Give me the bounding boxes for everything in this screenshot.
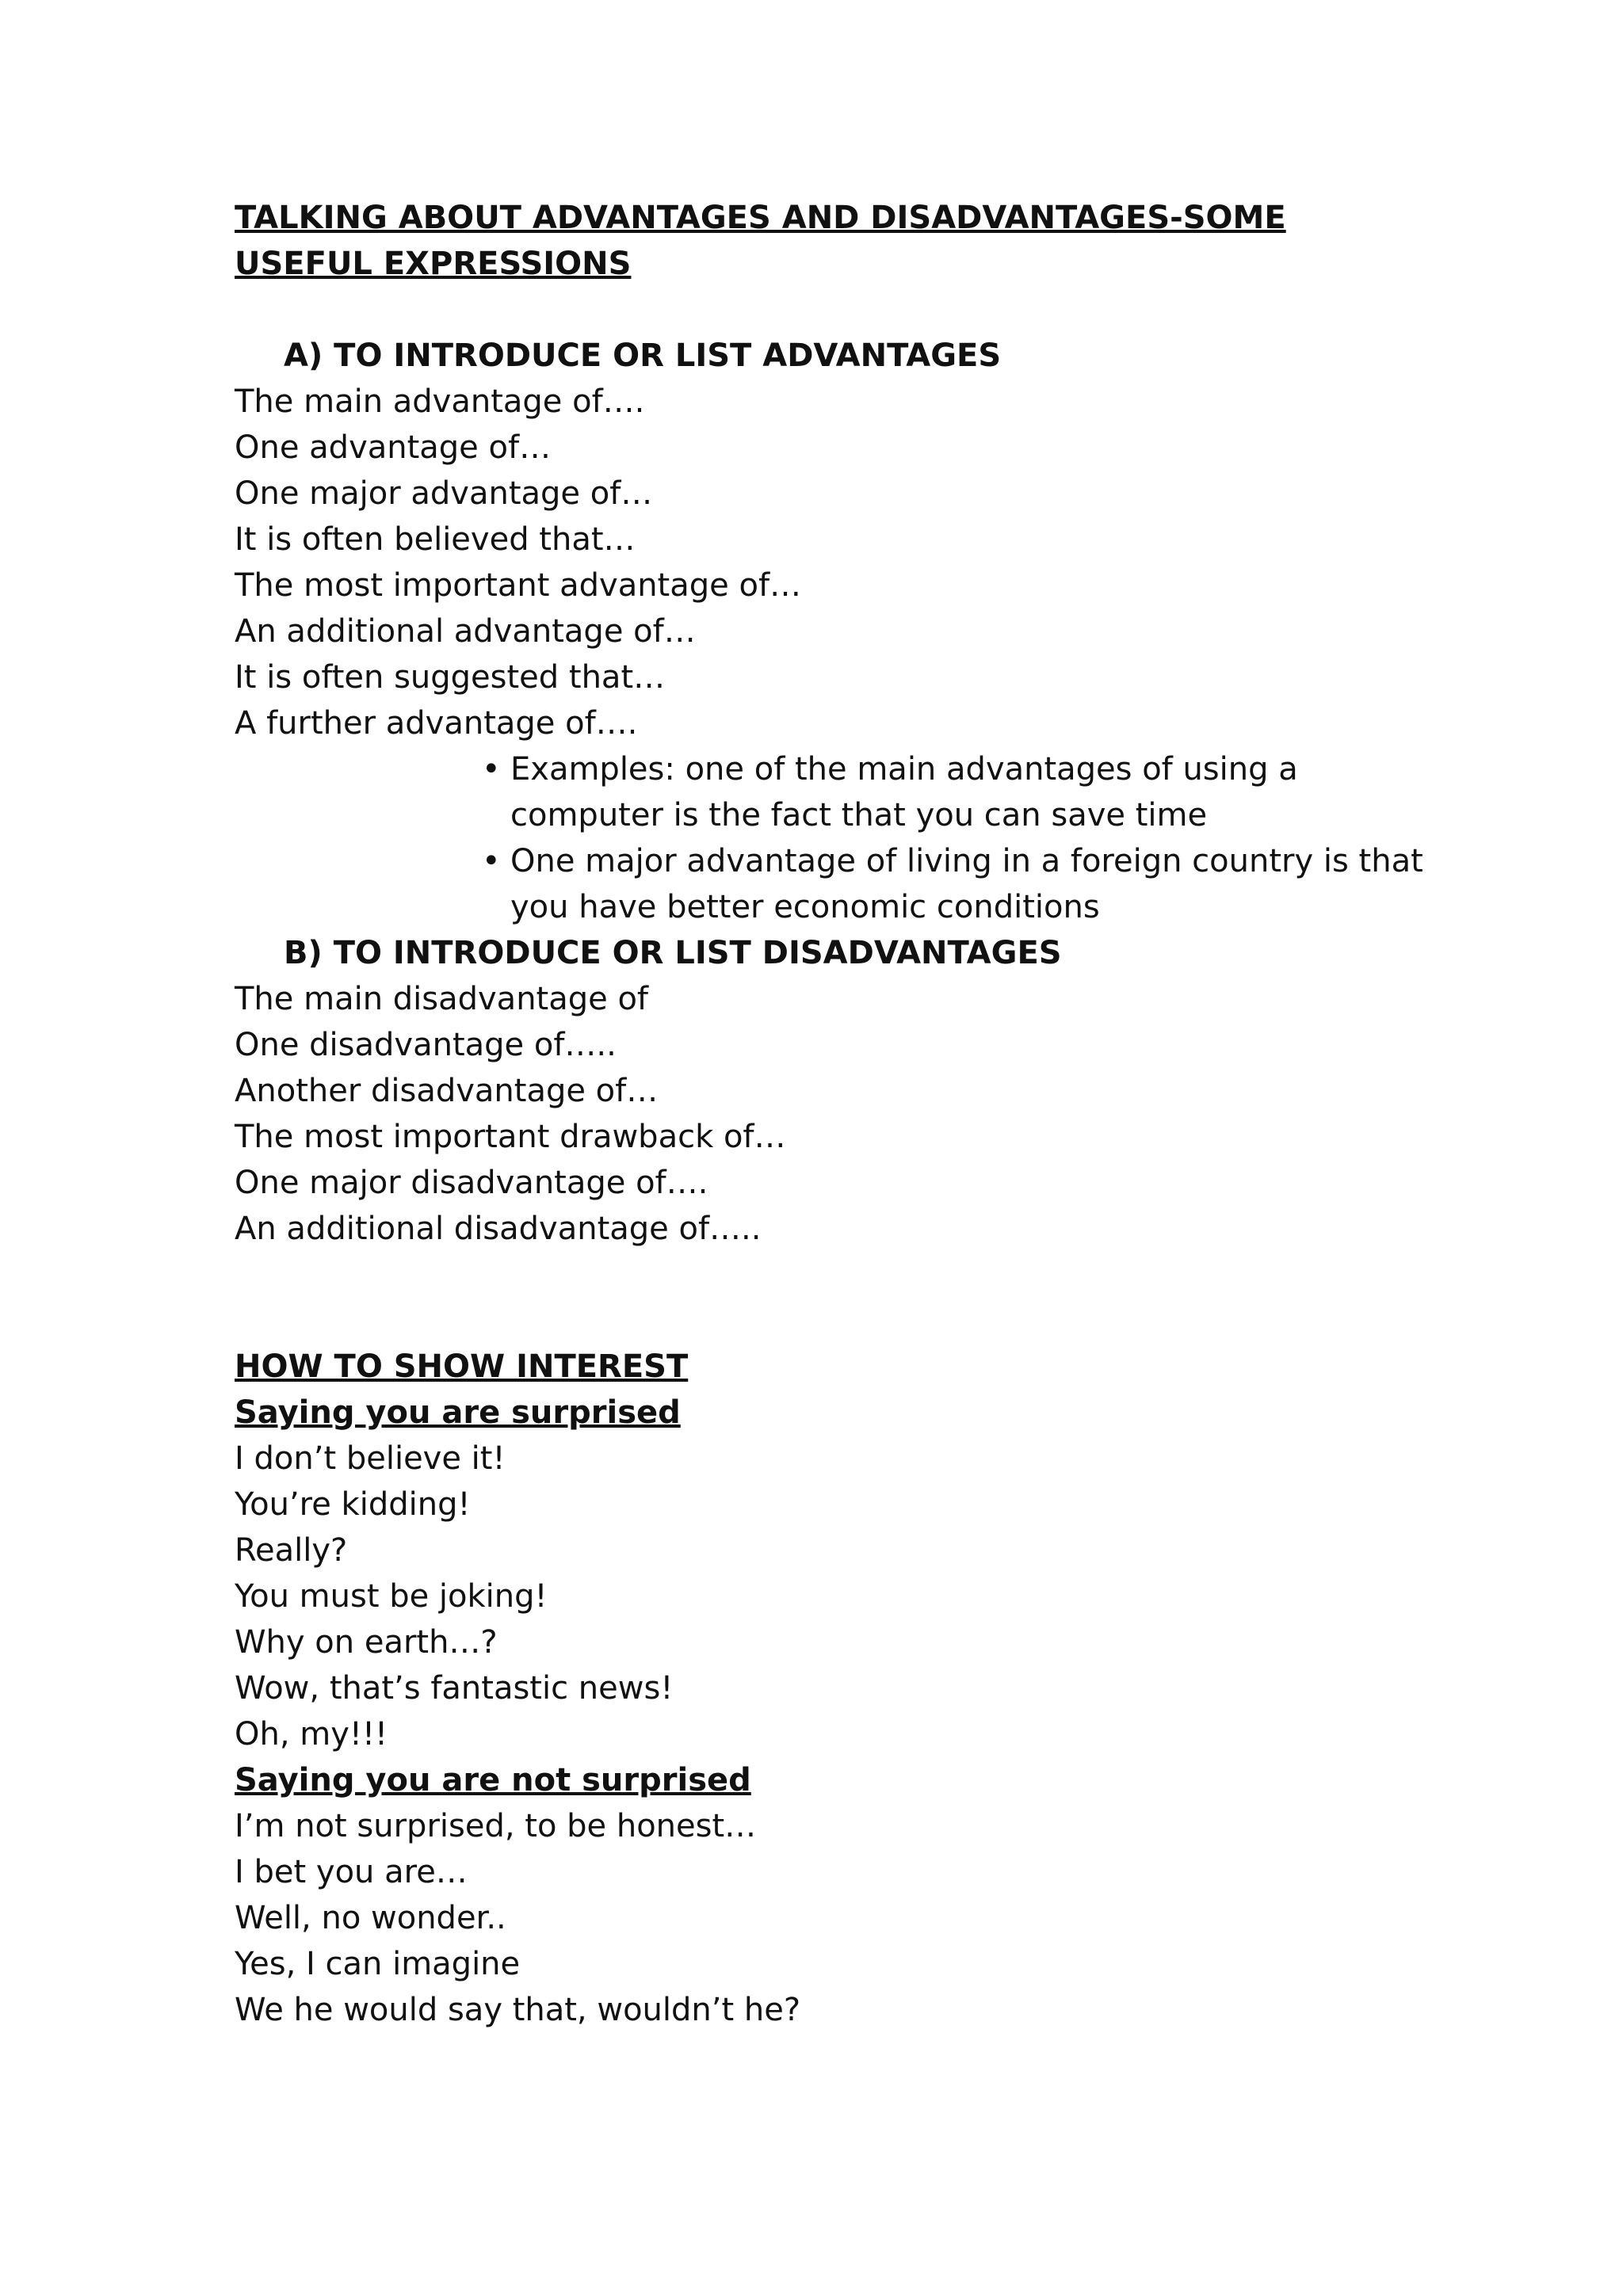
- list-item: I don’t believe it!: [235, 1440, 506, 1477]
- list-item: Another disadvantage of…: [235, 1073, 659, 1109]
- spacer: [235, 1252, 1423, 1344]
- list-item: You must be joking!: [235, 1578, 548, 1615]
- list-item: It is often believed that…: [235, 521, 636, 558]
- interest-title: HOW TO SHOW INTEREST: [235, 1348, 689, 1385]
- list-item: The most important drawback of…: [235, 1119, 786, 1155]
- list-item: Wow, that’s fantastic news!: [235, 1670, 674, 1707]
- list-item: It is often suggested that…: [235, 659, 666, 696]
- document-page: [235, 195, 1423, 2033]
- example-line: you have better economic conditions: [510, 889, 1100, 925]
- not-surprised-heading: Saying you are not surprised: [235, 1762, 751, 1798]
- list-item: One major advantage of…: [235, 475, 653, 512]
- example-bullet-1: [235, 746, 1423, 838]
- list-item: We he would say that, wouldn’t he?: [235, 1992, 801, 2028]
- list-item: Well, no wonder..: [235, 1900, 506, 1936]
- list-item: The most important advantage of…: [235, 567, 802, 604]
- example-line: Examples: one of the main advantages of using a: [510, 751, 1298, 788]
- example-line: computer is the fact that you can save time: [510, 797, 1208, 833]
- list-item: I bet you are…: [235, 1854, 468, 1890]
- example-line: One major advantage of living in a foreign country is that: [510, 843, 1423, 879]
- document-title-line-2: USEFUL EXPRESSIONS: [235, 246, 632, 282]
- list-item: One major disadvantage of….: [235, 1165, 708, 1201]
- list-item: Really?: [235, 1532, 348, 1569]
- surprised-heading: Saying you are surprised: [235, 1394, 681, 1431]
- section-b-heading: B) TO INTRODUCE OR LIST DISADVANTAGES: [284, 935, 1062, 971]
- list-item: Why on earth…?: [235, 1624, 498, 1661]
- list-item: An additional disadvantage of…..: [235, 1211, 762, 1247]
- list-item: One advantage of…: [235, 429, 552, 466]
- examples-list: [235, 746, 1423, 930]
- list-item: Yes, I can imagine: [235, 1946, 521, 1982]
- list-item: The main disadvantage of: [235, 981, 649, 1017]
- document-title-line-1: TALKING ABOUT ADVANTAGES AND DISADVANTAGES-SOME: [235, 200, 1286, 236]
- list-item: An additional advantage of…: [235, 613, 696, 650]
- list-item: The main advantage of….: [235, 383, 645, 420]
- section-a-heading: A) TO INTRODUCE OR LIST ADVANTAGES: [284, 338, 1002, 374]
- list-item: One disadvantage of…..: [235, 1027, 617, 1063]
- list-item: You’re kidding!: [235, 1486, 471, 1523]
- list-item: Oh, my!!!: [235, 1716, 388, 1753]
- list-item: A further advantage of….: [235, 705, 638, 742]
- bullet-icon: •: [482, 751, 501, 788]
- example-bullet-2: [235, 838, 1423, 930]
- spacer: [235, 287, 1423, 333]
- bullet-icon: •: [482, 843, 501, 879]
- list-item: I’m not surprised, to be honest…: [235, 1808, 757, 1844]
